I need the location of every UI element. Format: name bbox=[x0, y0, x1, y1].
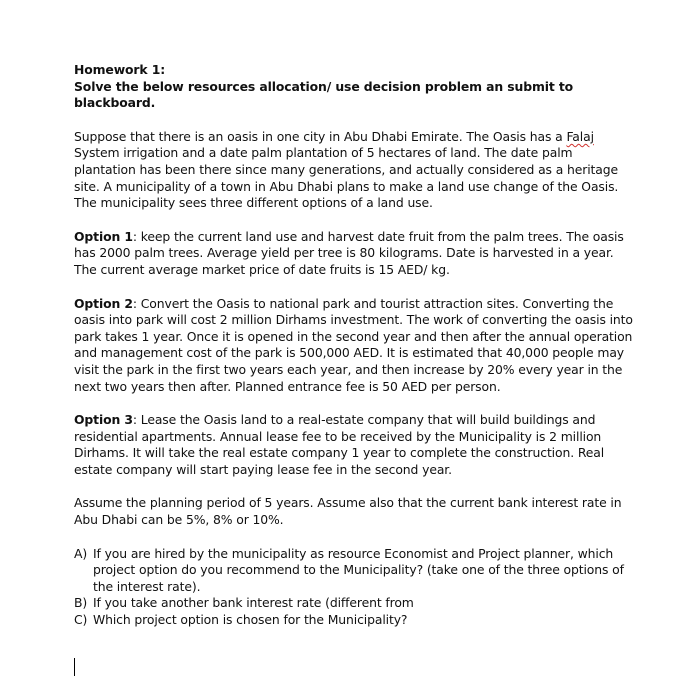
intro-paragraph bbox=[74, 129, 634, 212]
text-cursor[interactable] bbox=[74, 658, 75, 676]
question-b-text: If you take another bank interest rate (different from bbox=[93, 595, 414, 611]
spellcheck-flagged-word[interactable]: Falaj bbox=[566, 128, 594, 144]
option-2-paragraph bbox=[74, 296, 634, 396]
homework-title: Homework 1: bbox=[74, 62, 166, 77]
questions-list bbox=[74, 546, 634, 629]
list-item bbox=[74, 612, 634, 629]
intro-text-start: Suppose that there is an oasis in one city in Abu Dhabi Emirate. The Oasis has a bbox=[74, 128, 567, 144]
paragraph-gap bbox=[74, 478, 634, 495]
intro-text-rest: System irrigation and a date palm plantation of 5 hectares of land. The date palm plantation has been there since many generations, and actually considered as a heritage site. A municipality of a town in Abu Dhabi plans to make a land use change of the Oasis. The municipality sees three different options of a land use. bbox=[74, 145, 619, 211]
question-a-marker: A) bbox=[74, 545, 88, 561]
option-1-text: : keep the current land use and harvest date fruit from the palm trees. The oasis has 2000 palm trees. Average yield per tree is 80 kilograms. Date is harvested in a year. The current average market price of date fruits is 15 AED/ kg. bbox=[74, 228, 624, 277]
assumption-paragraph: Assume the planning period of 5 years. Assume also that the current bank interest rate in Abu Dhabi can be 5%, 8% or 10%. bbox=[74, 495, 622, 528]
option-3-text: : Lease the Oasis land to a real-estate company that will build buildings and residential apartments. Annual lease fee to be received by the Municipality is 2 million Dirhams. It will take the real estate company 1 year to complete the construction. Real estate company will start paying lease fee in the second year. bbox=[74, 412, 605, 477]
question-a-text: If you are hired by the municipality as resource Economist and Project planner, which project option do you recommend to the Municipality? (take one of the three options of the interest rate). bbox=[93, 545, 624, 594]
homework-instruction: Solve the below resources allocation/ use decision problem an submit to blackboard. bbox=[74, 78, 574, 111]
option-3-paragraph bbox=[74, 412, 634, 478]
option-3-label: Option 3 bbox=[74, 412, 133, 428]
paragraph-gap bbox=[74, 529, 634, 546]
paragraph-gap bbox=[74, 279, 634, 296]
option-2-label: Option 2 bbox=[74, 295, 133, 311]
question-c-text: Which project option is chosen for the Municipality? bbox=[93, 612, 408, 628]
document-body bbox=[74, 62, 634, 629]
paragraph-gap bbox=[74, 395, 634, 412]
option-1-paragraph bbox=[74, 229, 634, 279]
paragraph-gap bbox=[74, 112, 634, 129]
list-item bbox=[74, 546, 634, 596]
paragraph-gap bbox=[74, 212, 634, 229]
list-item bbox=[74, 595, 634, 612]
option-2-text: : Convert the Oasis to national park and tourist attraction sites. Converting the oasis into park will cost 2 million Dirhams investment. The work of converting the oasis into park takes 1 year. Once it is opened in the second year and then after the annual operation and management cost of the park is 500,000 AED. It is estimated that 40,000 people may visit the park in the first two years each year, and then increase by 20% every year in the next two years then after. Planned entrance fee is 50 AED per person. bbox=[74, 295, 633, 394]
question-b-marker: B) bbox=[74, 595, 88, 611]
option-1-label: Option 1 bbox=[74, 228, 133, 244]
question-c-marker: C) bbox=[74, 612, 88, 628]
